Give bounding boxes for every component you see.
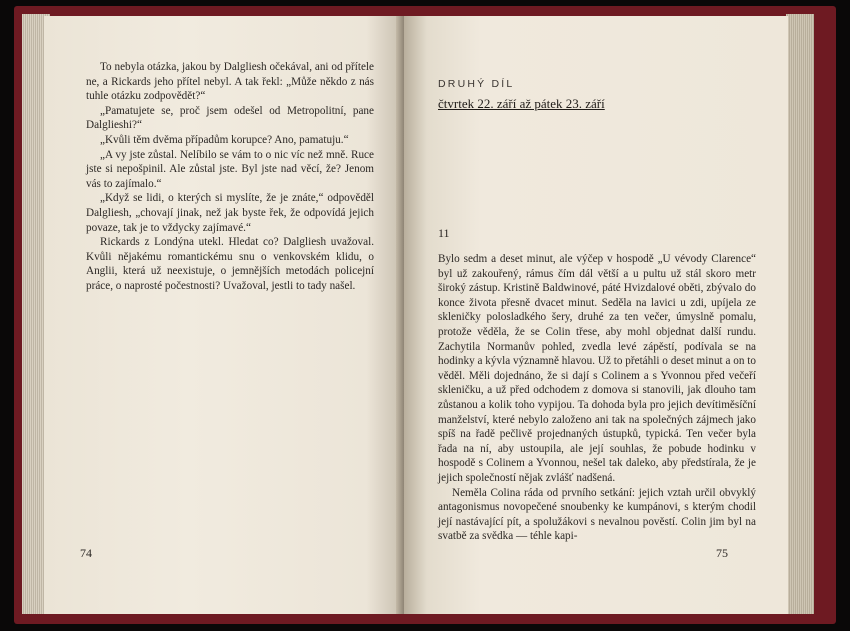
- left-page: [44, 16, 402, 614]
- paragraph: Neměla Colina ráda od prvního setkání: jejich vztah určil obvyklý antagonismus novopečené snoubenky ke kumpánovi, s kterým chodil její nastávající pít, a spolužákovi s nevalnou pověstí. Colin jim byl na svatbě za svědka — téhle kapi-: [438, 486, 756, 543]
- left-page-text: [86, 60, 374, 294]
- page-number: 75: [716, 546, 728, 560]
- page-edges-right: [786, 14, 814, 614]
- section-number: 11: [438, 226, 450, 240]
- part-heading: DRUHÝ DÍL: [438, 78, 515, 90]
- paragraph: Rickards z Londýna utekl. Hledat co? Dalgliesh uvažoval. Kvůli nějakému romantickému snu o venkovském klidu, o Anglii, která už neexistuje, o jemnějších metodách policejní práce, o naprosté počestnosti? Uvažoval, jestli to tady našel.: [86, 236, 374, 292]
- paragraph: „Kvůli těm dvěma případům korupce? Ano, pamatuju.“: [100, 133, 349, 146]
- right-page-text: [438, 252, 756, 544]
- right-page: [404, 16, 788, 614]
- chapter-heading: čtvrtek 22. září až pátek 23. září: [438, 96, 605, 111]
- page-number: 74: [80, 546, 92, 560]
- paragraph: „A vy jste zůstal. Nelíbilo se vám to o nic víc než mně. Ruce jste si nepošpinil. Ale zůstal jste. Byl jste nad věcí, že? Jenom vás to zajímalo.“: [86, 148, 374, 190]
- paragraph: Bylo sedm a deset minut, ale výčep v hospodě „U vévody Clarence“ byl už zakouřený, rámus čím dál větší a u pultu už stál skoro metr široký zástup. Kristině Baldwinové, páté Hvizdalové oběti, zbývalo do konce života přesně dvacet minut. Seděla na lavici u zdi, upíjela ze skleničky polosladkého šery, druhé za ten večer, úmyslně pomalu, protože věděla, že se Colin třese, aby mohl objednat další rundu. Zachytila Normanův pohled, zvedla levé zápěstí, podívala se na hodinky a kývla významně hlavou. Už to přetáhli o deset minut a on to věděl. Měli dojednáno, že si dají s Colinem a s Yvonnou před večeří skleničku, a už před odchodem z domova si stanovili, jak dlouho tam zůstanou a kolik toho vypijou. Ta dohoda byla pro jejich devítiměsíční manželství, které nebylo založeno ani tak na společných zájmech jako spíš na řadě pečlivě projednaných ústupků, typická. Ten večer byla řada na ní, aby ustoupila, ale její souhlas, že pobude hodinku v hospodě s Colinem a Yvonnou, nešel tak daleko, aby předstírala, že je jejich společností nějak zvlášť nadšená.: [438, 253, 756, 484]
- paragraph: To nebyla otázka, jakou by Dalgliesh očekával, ani od přítele ne, a Rickards jeho přítel nebyl. A tak řekl: „Může někdo z nás tuhle otázku zodpovědět?“: [86, 61, 374, 103]
- paragraph: „Když se lidi, o kterých si myslíte, že je znáte,“ odpověděl Dalgliesh, „chovají jinak, než jak byste řek, že odpovídá jejich povaze, tak je to vždycky zajímavé.“: [86, 192, 374, 234]
- paragraph: „Pamatujete se, proč jsem odešel od Metropolitní, pane Dalglieshi?“: [86, 104, 374, 132]
